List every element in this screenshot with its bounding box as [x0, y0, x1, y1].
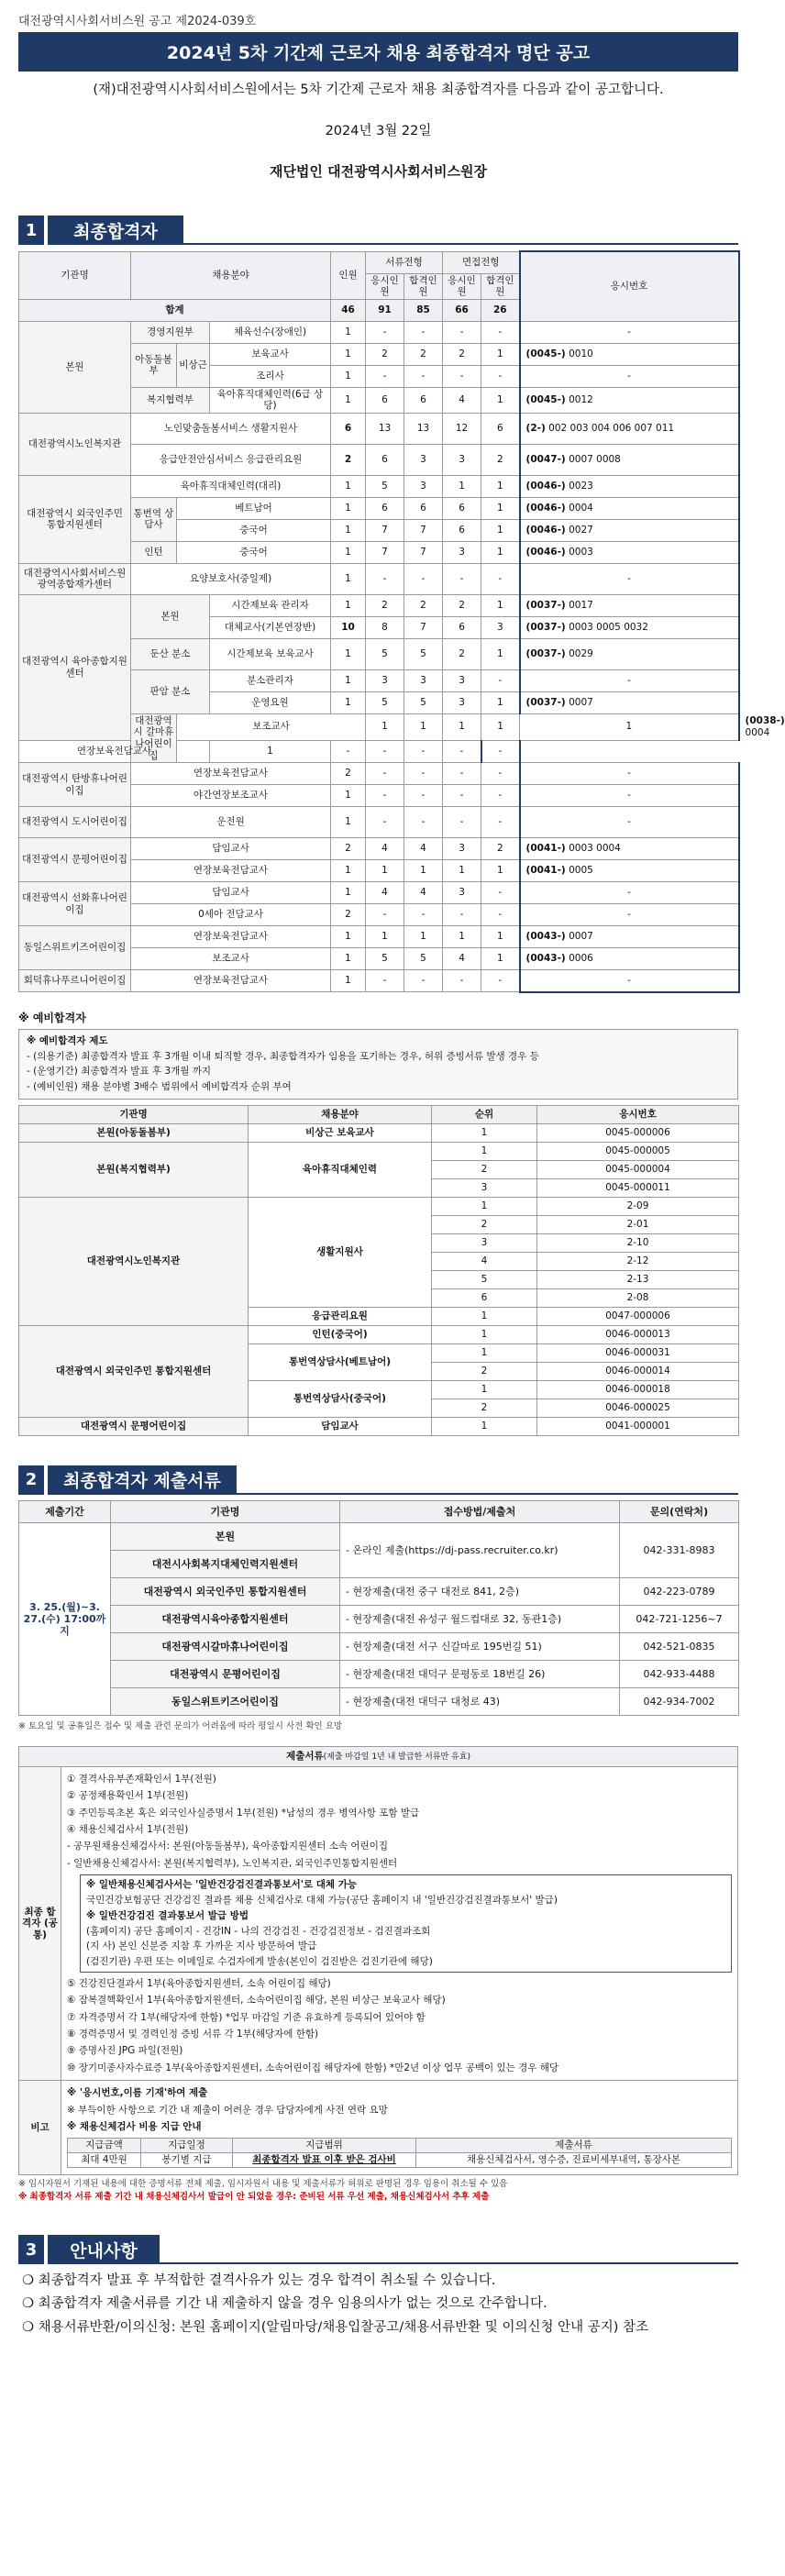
fee-table: 지급금액 지급일정 지급범위 제출서류 최대 4만원 봉기별 지급 최종합격자 발표 이후 받은 검사비 채용신체검사서, 영수증, 진료비세부내역, 통장사본: [67, 2138, 732, 2167]
section-divider: [183, 216, 738, 245]
header-field: 채용분야: [131, 251, 331, 299]
table-row: 인턴 중국어 1 7 7 3 1 (0046-) 0003: [19, 541, 739, 563]
table-row: 연장보육전담교사 1 1 1 1 1 (0041-) 0005: [19, 860, 739, 882]
section-divider: [160, 2235, 738, 2264]
table-row: 동일스위트키즈어린이집 연장보육전담교사 1 1 1 1 1 (0043-) 0007: [19, 926, 739, 948]
table-row: 아동돌봄부 비상근 보육교사 1 2 2 2 1 (0045-) 0010: [19, 343, 739, 365]
table-row: 2 0046-000025: [19, 1399, 739, 1417]
table-row: 대전광역시노인복지관 생활지원사 1 2-09: [19, 1197, 739, 1215]
submission-table: [18, 1500, 739, 1716]
table-row: 조리사 1 - - - - -: [19, 365, 739, 387]
table-row: 대전시사회복지대체인력지원센터: [19, 1550, 739, 1577]
table-row: 대전광역시육아종합지원센터 - 현장제출(대전 유성구 월드컵대로 32, 동관1층) 042-721-1256~7: [19, 1605, 739, 1632]
table-row: 응급안전안심서비스 응급관리요원 2 6 3 3 2 (0047-) 0007 0008: [19, 444, 739, 475]
table-header-row: 기관명 채용분야 순위 응시번호: [19, 1105, 739, 1123]
table-row: 보조교사 1 5 5 4 1 (0043-) 0006: [19, 948, 739, 970]
table-row: 대전광역시 육아종합지원센터 본원 시간제보육 관리자 1 2 2 2 1 (0037-) 0017: [19, 594, 739, 616]
list-item: ❍ 채용서류반환/이의신청: 본원 홈페이지(알림마당/채용입찰공고/채용서류반환 및 이의신청 안내 공지) 참조: [22, 2319, 649, 2335]
header-applied: 응시인원: [366, 273, 404, 299]
header-document: 서류전형: [366, 251, 443, 273]
table-row: 5 2-13: [19, 1270, 739, 1288]
table-row: 중국어 1 7 7 6 1 (0046-) 0027: [19, 519, 739, 541]
section-1-header: [18, 216, 738, 245]
header-apply-no: 응시번호: [520, 251, 739, 321]
page-title: 2024년 5차 기간제 근로자 채용 최종합격자 명단 공고: [18, 32, 738, 72]
table-row: 본원(복지협력부) 육아휴직대체인력 1 0045-000005: [19, 1142, 739, 1160]
table-row: 2 0045-000004: [19, 1160, 739, 1178]
table-row: 대전광역시노인복지관 노인맞춤돌봄서비스 생활지원사 6 13 13 12 6 (2-) 002 003 004 006 007 011: [19, 413, 739, 444]
table-row: 대전광역시 문평어린이집 담임교사 2 4 4 3 2 (0041-) 0003 0004: [19, 838, 739, 860]
table-row: 6 2-08: [19, 1288, 739, 1307]
table-row: 비고 ※ '응시번호,이름 기재'하여 제출 ※ 부득이한 사항으로 기간 내 제출이 어려운 경우 담당자에게 사전 연락 요망 ※ 채용신체검사 비용 지급 안내 지급금액 지급일정 지급범위 제출서류 최대 4만원 봉기별 지급 최종합격자 발표 이후 받은 검사비 채용신체검사서, 영수증, 진료비세부내역, 통장사본: [19, 2081, 738, 2174]
health-check-box: ※ 일반채용신체검사서는 '일반건강검진결과통보서'로 대체 가능 국민건강보험공단 건강검진 결과를 채용 신체검사로 대체 가능(공단 홈페이지 내 '일반건강검진결과통보서' 발급) ※ 일반건강검진 결과통보서 발급 방법 (홈페이지) 공단 홈페이지 - 건강IN - 나의 건강검진 - 건강검진정보 - 검진결과조회 (지 사) 본인 신분증 지참 후 가까운 지사 방문하여 발급 (검진기관) 우편 또는 이메일로 수검자에게 발송(본인이 검진받은 검진기관에 해당): [80, 1874, 732, 1973]
list-item: ❍ 최종합격자 제출서류를 기간 내 제출하지 않을 경우 임용의사가 없는 것으로 간주합니다.: [22, 2296, 547, 2312]
table-row: 동일스위트키즈어린이집 - 현장제출(대전 대덕구 대청로 43) 042-934-7002: [19, 1687, 739, 1715]
table-row: 대전광역시 외국인주민 통합지원센터 - 현장제출(대전 중구 대전로 841, 2층) 042-223-0789: [19, 1577, 739, 1605]
table-row: 통번역상담사(베트남어) 1 0046-000031: [19, 1343, 739, 1362]
section-label: 최종합격자 제출서류: [48, 1465, 237, 1495]
section-label: 안내사항: [48, 2235, 160, 2264]
documents-notes: ※ 임시자원서 기재된 내용에 대한 증명서류 전체 제출, 임시자원서 내용 및 제출서류가 허위로 판명된 경우 임용이 취소될 수 있음 ※ 최종합격자 서류 제출 기간 내 채용신체검사서 발급이 안 되었을 경우: 준비된 서류 우선 제출, 채용신체검사서 추후 제출: [18, 2178, 508, 2202]
table-row: 2 0046-000014: [19, 1362, 739, 1380]
doc-number: 대전광역시사회서비스원 공고 제2024-039호: [18, 15, 257, 28]
reserve-info-box: ※ 예비합격자 제도 - (의용기준) 최종합격자 발표 후 3개월 이내 퇴직할 경우, 최종합격자가 임용을 포기하는 경우, 허위 증빙서류 발생 경우 등 - (운영기간) 최종합격자 발표 후 3개월 까지 - (예비인원) 채용 분야별 3배수 범위에서 예비합격자 순위 부여: [18, 1029, 738, 1100]
table-row: 야간연장보조교사 1 - - - - -: [19, 785, 739, 807]
header-passed: 합격인원: [404, 273, 443, 299]
header-passed: 합격인원: [481, 273, 520, 299]
notice-list: [18, 2270, 738, 2339]
table-row: 대전광역시갈마휴나어린이집 - 현장제출(대전 서구 신갈마로 195번길 51) 042-521-0835: [19, 1632, 739, 1660]
table-row: 둔산 분소 시간제보육 보육교사 1 5 5 2 1 (0037-) 0029: [19, 638, 739, 669]
section-number: 2: [18, 1465, 44, 1495]
table-row: 3. 25.(월)~3. 27.(수) 17:00까지 본원 - 온라인 제출(https://dj-pass.recruiter.co.kr) 042-331-8983: [19, 1522, 739, 1550]
table-row: 대전광역시 탄방휴나어린이집 연장보육전담교사 2 - - - - -: [19, 763, 739, 785]
table-row: 대전광역시 문평어린이집 담임교사 1 0041-000001: [19, 1417, 739, 1435]
table-row: 2 2-01: [19, 1215, 739, 1233]
documents-table: [18, 1746, 738, 2175]
table-row: 회덕휴나푸르니어린이집 연장보육전담교사 1 - - - - -: [19, 970, 739, 992]
table-row: 판암 분소 분소관리자 1 3 3 3 - -: [19, 669, 739, 691]
table-row: 통번역 상담사 베트남어 1 6 6 6 1 (0046-) 0004: [19, 497, 739, 519]
table-row: 운영요원 1 5 5 3 1 (0037-) 0007: [19, 691, 739, 713]
table-row: 대전광역시 문평어린이집 - 현장제출(대전 대덕구 문평동로 18번길 26) 042-933-4488: [19, 1660, 739, 1687]
documents-list: ① 결격사유부존재확인서 1부(전원) ② 공정채용확인서 1부(전원) ③ 주민등록초본 혹은 외국인사실증명서 1부(전원) *남성의 경우 병역사항 포함 발급 ④ 채용신체검사서 1부(전원) - 공무원채용신체검사서: 본원(아동돌봄부), 육아종합지원센터 소속 어린이집 - 일반채용신체검사서: 본원(복지협력부), 노인복지관, 외국인주민통합지원센터 ※ 일반채용신체검사서는 '일반건강검진결과통보서'로 대체 가능 국민건강보험공단 건강검진 결과를 채용 신체검사로 대체 가능(공단 홈페이지 내 '일반건강검진결과통보서' 발급) ※ 일반건강검진 결과통보서 발급 방법 (홈페이지) 공단 홈페이지 - 건강IN - 나의 건강검진 - 건강검진정보 - 검진결과조회 (지 사) 본인 신분증 지참 후 가까운 지사 방문하여 발급 (검진기관) 우편 또는 이메일로 수검자에게 발송(본인이 검진받은 검진기관에 해당) ⑤ 건강진단결과서 1부(육아종합지원센터, 소속 어린이집 해당) ⑥ 잠복결핵확인서 1부(육아종합지원센터, 소속어린이집 해당, 본원 비상근 보육교사 해당) ⑦ 자격증명서 각 1부(해당자에 한함) *업무 마감일 기준 유효하게 등록되어 있어야 함 ⑧ 경력증명서 및 경력인정 증빙 서류 각 1부(해당자에 한함) ⑨ 증명사진 JPG 파일(전원) ⑩ 장기미종사자수료증 1부(육아종합지원센터, 소속어린이집 해당자에 한함) *만2년 이상 업무 공백이 있는 경우 해당: [61, 1766, 738, 2080]
table-header-row: [19, 251, 739, 273]
table-row: 응급관리요원 1 0047-000006: [19, 1307, 739, 1325]
table-row: 본원(아동돌봄부) 비상근 보육교사 1 0045-000006: [19, 1123, 739, 1142]
table-header-row: 제출기간 기관명 접수방법/제출처 문의(연락처): [19, 1500, 739, 1522]
section-number: 1: [18, 216, 44, 245]
table-row: 대전광역시사회서비스원 광역종합재가센터 요양보호사(중일제) 1 - - - - -: [19, 563, 739, 594]
org-name: 재단법인 대전광역시사회서비스원장: [269, 163, 488, 180]
table-row: 대전광역시 갈마휴나어린이집 보조교사 1 1 1 1 1 (0038-) 0004: [19, 713, 739, 740]
table-row: 최종 합격자 (공통) ① 결격사유부존재확인서 1부(전원) ② 공정채용확인서 1부(전원) ③ 주민등록초본 혹은 외국인사실증명서 1부(전원) *남성의 경우 병역사항 포함 발급 ④ 채용신체검사서 1부(전원) - 공무원채용신체검사서: 본원(아동돌봄부), 육아종합지원센터 소속 어린이집 - 일반채용신체검사서: 본원(복지협력부), 노인복지관, 외국인주민통합지원센터 ※ 일반채용신체검사서는 '일반건강검진결과통보서'로 대체 가능 국민건강보험공단 건강검진 결과를 채용 신체검사로 대체 가능(공단 홈페이지 내 '일반건강검진결과통보서' 발급) ※ 일반건강검진 결과통보서 발급 방법 (홈페이지) 공단 홈페이지 - 건강IN - 나의 건강검진 - 건강검진정보 - 검진결과조회 (지 사) 본인 신분증 지참 후 가까운 지사 방문하여 발급 (검진기관) 우편 또는 이메일로 수검자에게 발송(본인이 검진받은 검진기관에 해당) ⑤ 건강진단결과서 1부(육아종합지원센터, 소속 어린이집 해당) ⑥ 잠복결핵확인서 1부(육아종합지원센터, 소속어린이집 해당, 본원 비상근 보육교사 해당) ⑦ 자격증명서 각 1부(해당자에 한함) *업무 마감일 기준 유효하게 등록되어 있어야 함 ⑧ 경력증명서 및 경력인정 증빙 서류 각 1부(해당자에 한함) ⑨ 증명사진 JPG 파일(전원) ⑩ 장기미종사자수료증 1부(육아종합지원센터, 소속어린이집 해당자에 한함) *만2년 이상 업무 공백이 있는 경우 해당: [19, 1766, 738, 2080]
table-header-row: 제출서류(제출 마감일 1년 내 발급한 서류만 유효): [19, 1746, 738, 1766]
table-row: 대전광역시 외국인주민 통합지원센터 인턴(중국어) 1 0046-000013: [19, 1325, 739, 1343]
header-org: 기관명: [19, 251, 131, 299]
remarks: ※ '응시번호,이름 기재'하여 제출 ※ 부득이한 사항으로 기간 내 제출이 어려운 경우 담당자에게 사전 연락 요망 ※ 채용신체검사 비용 지급 안내 지급금액 지급일정 지급범위 제출서류 최대 4만원 봉기별 지급 최종합격자 발표 이후 받은 검사비 채용신체검사서, 영수증, 진료비세부내역, 통장사본: [61, 2081, 738, 2174]
list-item: ❍ 최종합격자 발표 후 부적합한 결격사유가 있는 경우 합격이 취소될 수 있습니다.: [22, 2273, 496, 2289]
table-row: 대체교사(기본연장반) 10 8 7 6 3 (0037-) 0003 0005 0032: [19, 616, 739, 638]
section-label: 최종합격자: [48, 216, 183, 245]
table-row: 통번역상담사(중국어) 1 0046-000018: [19, 1380, 739, 1399]
section-number: 3: [18, 2235, 44, 2264]
section-2-header: [18, 1465, 738, 1495]
section-divider: [237, 1465, 738, 1495]
final-passers-table: [18, 250, 785, 993]
submission-footnote: ※ 토요일 및 공휴일은 접수 및 제출 관련 문의가 어려움에 따라 평일시 사전 확인 요망: [18, 1720, 343, 1731]
header-interview: 면접전형: [443, 251, 520, 273]
submission-period: 3. 25.(월)~3. 27.(수) 17:00까지: [19, 1522, 111, 1715]
header-applied: 응시인원: [443, 273, 481, 299]
intro-text: (재)대전광역시사회서비스원에서는 5차 기간제 근로자 채용 최종합격자를 다음과 같이 공고합니다.: [93, 83, 664, 97]
reserve-title: ※ 예비합격자: [18, 1011, 86, 1024]
sum-row: 합계 46 91 85 66 26: [19, 299, 739, 321]
reserve-table: [18, 1105, 739, 1436]
table-row: 대전광역시 선화휴나어린이집 담임교사 1 4 4 3 - -: [19, 882, 739, 904]
table-row: 연장보육전담교사 1 - - - - -: [19, 740, 739, 763]
table-row: 4 2-12: [19, 1252, 739, 1270]
header-count: 인원: [331, 251, 366, 299]
table-row: 대전광역시 도시어린이집 운전원 1 - - - - -: [19, 807, 739, 838]
table-row: 대전광역시 외국인주민 통합지원센터 육아휴직대체인력(대리) 1 5 3 1 1 (0046-) 0023: [19, 475, 739, 497]
table-row: 복지협력부 육아휴직대체인력(6급 상당) 1 6 6 4 1 (0045-) 0012: [19, 387, 739, 413]
table-row: 본원 경영지원부 체육선수(장애인) 1 - - - - -: [19, 321, 739, 343]
table-row: 3 0045-000011: [19, 1178, 739, 1197]
announce-date: 2024년 3월 22일: [325, 124, 432, 138]
section-3-header: [18, 2235, 738, 2264]
table-row: 0세아 전담교사 2 - - - - -: [19, 904, 739, 926]
table-row: 3 2-10: [19, 1233, 739, 1252]
